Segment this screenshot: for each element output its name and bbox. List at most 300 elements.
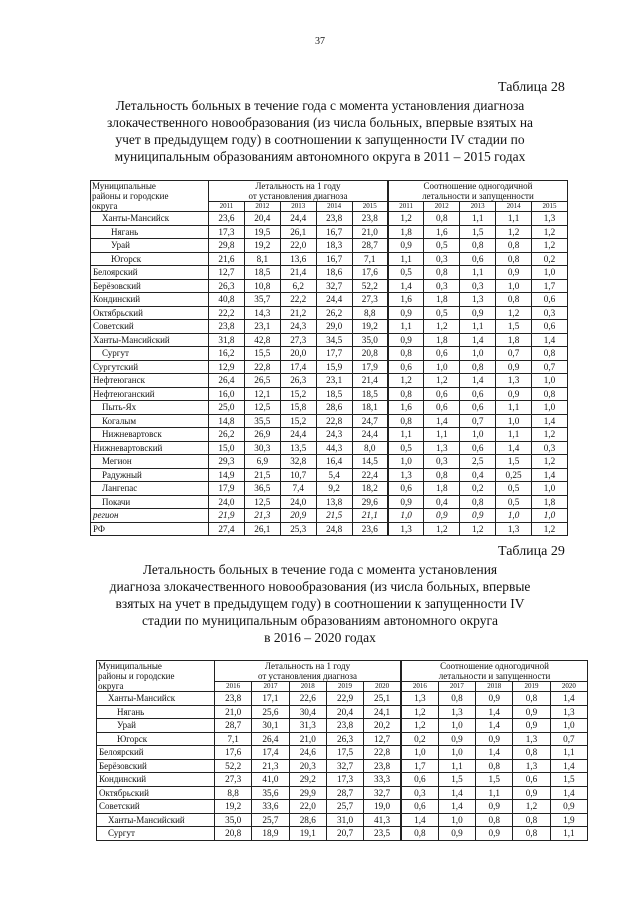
table-cell: 24,3 bbox=[280, 320, 316, 334]
row-name: Берёзовский bbox=[91, 279, 209, 293]
table-cell: 0,7 bbox=[532, 360, 568, 374]
table-cell: 41,3 bbox=[364, 813, 401, 827]
table-cell: 18,5 bbox=[316, 387, 352, 401]
table-cell: 22,0 bbox=[280, 239, 316, 253]
table-cell: 34,5 bbox=[316, 333, 352, 347]
table-cell: 1,1 bbox=[476, 786, 513, 800]
table-cell: 1,3 bbox=[513, 732, 550, 746]
table-cell: 1,1 bbox=[388, 428, 424, 442]
table-cell: 20,7 bbox=[326, 827, 363, 841]
table-cell: 1,4 bbox=[424, 414, 460, 428]
year-header: 2014 bbox=[316, 202, 352, 212]
table-cell: 22,8 bbox=[316, 414, 352, 428]
table-cell: 1,4 bbox=[438, 800, 475, 814]
table-cell: 21,1 bbox=[352, 509, 388, 523]
table-cell: 21,0 bbox=[289, 732, 326, 746]
group-header-line: летальности и запущенности bbox=[438, 671, 551, 681]
table29-title bbox=[70, 561, 570, 646]
table-cell: 29,6 bbox=[352, 495, 388, 509]
row-name: Нягань bbox=[97, 705, 215, 719]
row-name: Сургут bbox=[97, 827, 215, 841]
table-cell: 0,8 bbox=[496, 252, 532, 266]
table-cell: 28,6 bbox=[289, 813, 326, 827]
table-cell: 1,6 bbox=[388, 401, 424, 415]
table-cell: 23,8 bbox=[364, 759, 401, 773]
table-cell: 1,4 bbox=[388, 279, 424, 293]
table-cell: 0,6 bbox=[460, 441, 496, 455]
table-cell: 29,0 bbox=[316, 320, 352, 334]
table-cell: 21,4 bbox=[280, 266, 316, 280]
table-cell: 35,0 bbox=[352, 333, 388, 347]
table-row bbox=[91, 522, 568, 536]
year-header: 2012 bbox=[424, 202, 460, 212]
table-cell: 21,9 bbox=[209, 509, 245, 523]
table-cell: 0,7 bbox=[496, 347, 532, 361]
table-cell: 26,5 bbox=[244, 374, 280, 388]
row-name: Радужный bbox=[91, 468, 209, 482]
table-cell: 0,9 bbox=[496, 360, 532, 374]
table-cell: 0,3 bbox=[424, 455, 460, 469]
group-header-line: Соотношение одногодичной bbox=[423, 181, 533, 191]
table-cell: 0,8 bbox=[460, 239, 496, 253]
table-cell: 0,5 bbox=[424, 306, 460, 320]
col-header-line: округа bbox=[92, 201, 118, 211]
table-cell: 1,2 bbox=[532, 225, 568, 239]
table-cell: 1,1 bbox=[460, 266, 496, 280]
table-cell: 1,3 bbox=[424, 441, 460, 455]
table-cell: 20,9 bbox=[280, 509, 316, 523]
table-cell: 1,2 bbox=[424, 522, 460, 536]
table-cell: 0,6 bbox=[460, 252, 496, 266]
table-cell: 17,9 bbox=[209, 482, 245, 496]
table-cell: 15,0 bbox=[209, 441, 245, 455]
table-cell: 22,2 bbox=[280, 293, 316, 307]
table-cell: 0,8 bbox=[388, 387, 424, 401]
table-cell: 26,4 bbox=[209, 374, 245, 388]
table-cell: 1,3 bbox=[496, 522, 532, 536]
table-row bbox=[97, 732, 588, 746]
table-cell: 1,3 bbox=[550, 705, 587, 719]
table-cell: 1,0 bbox=[496, 509, 532, 523]
table-row bbox=[91, 455, 568, 469]
table-cell: 16,4 bbox=[316, 455, 352, 469]
table-cell: 7,1 bbox=[215, 732, 252, 746]
table-row bbox=[91, 306, 568, 320]
table-cell: 1,2 bbox=[401, 705, 438, 719]
table-cell: 19,2 bbox=[215, 800, 252, 814]
row-name: Нягань bbox=[91, 225, 209, 239]
table-cell: 29,2 bbox=[289, 773, 326, 787]
table-cell: 23,8 bbox=[326, 719, 363, 733]
table-cell: 1,1 bbox=[550, 746, 587, 760]
table-cell: 17,4 bbox=[252, 746, 289, 760]
table-cell: 24,4 bbox=[352, 428, 388, 442]
table-cell: 21,5 bbox=[316, 509, 352, 523]
year-header: 2016 bbox=[401, 682, 438, 692]
table-cell: 0,6 bbox=[424, 401, 460, 415]
table-cell: 1,5 bbox=[438, 773, 475, 787]
table-cell: 0,8 bbox=[424, 468, 460, 482]
year-header: 2011 bbox=[388, 202, 424, 212]
table-cell: 35,0 bbox=[215, 813, 252, 827]
table-cell: 24,6 bbox=[289, 746, 326, 760]
year-header: 2019 bbox=[326, 682, 363, 692]
row-name: Урай bbox=[91, 239, 209, 253]
table-cell: 18,6 bbox=[316, 266, 352, 280]
col-header-line: районы и городские bbox=[98, 671, 175, 681]
table-cell: 20,0 bbox=[280, 347, 316, 361]
table-cell: 1,2 bbox=[532, 428, 568, 442]
table-cell: 18,2 bbox=[352, 482, 388, 496]
table-row bbox=[91, 252, 568, 266]
table-cell: 17,1 bbox=[252, 692, 289, 706]
row-name: Ханты-Мансийск bbox=[97, 692, 215, 706]
table-cell: 1,4 bbox=[401, 813, 438, 827]
year-header: 2013 bbox=[280, 202, 316, 212]
table-cell: 33,6 bbox=[252, 800, 289, 814]
table-cell: 26,1 bbox=[280, 225, 316, 239]
table-cell: 29,9 bbox=[289, 786, 326, 800]
table-cell: 0,3 bbox=[401, 786, 438, 800]
table-cell: 52,2 bbox=[215, 759, 252, 773]
table-cell: 20,8 bbox=[352, 347, 388, 361]
table-cell: 1,3 bbox=[438, 705, 475, 719]
table-cell: 1,0 bbox=[532, 401, 568, 415]
table-cell: 21,6 bbox=[209, 252, 245, 266]
table-cell: 13,5 bbox=[280, 441, 316, 455]
table-cell: 24,4 bbox=[316, 293, 352, 307]
table-cell: 0,9 bbox=[460, 509, 496, 523]
row-name: Октябрьский bbox=[91, 306, 209, 320]
table-cell: 1,1 bbox=[496, 428, 532, 442]
table-cell: 0,6 bbox=[424, 387, 460, 401]
table-row bbox=[91, 279, 568, 293]
table-cell: 16,7 bbox=[316, 225, 352, 239]
table-cell: 2,5 bbox=[460, 455, 496, 469]
table28-title-line: муниципальным образованиям автономного округа в 2011 – 2015 годах bbox=[114, 149, 526, 164]
table-cell: 1,1 bbox=[460, 320, 496, 334]
table-cell: 0,9 bbox=[496, 387, 532, 401]
table-cell: 22,4 bbox=[352, 468, 388, 482]
table-cell: 1,4 bbox=[532, 333, 568, 347]
table-cell: 1,4 bbox=[532, 414, 568, 428]
table-cell: 22,0 bbox=[289, 800, 326, 814]
table-row bbox=[91, 414, 568, 428]
table-row bbox=[91, 387, 568, 401]
table-cell: 26,1 bbox=[244, 522, 280, 536]
row-name: Югорск bbox=[97, 732, 215, 746]
table-cell: 12,5 bbox=[244, 495, 280, 509]
table-cell: 24,4 bbox=[280, 428, 316, 442]
table29-title-line: Летальность больных в течение года с момента установления bbox=[142, 562, 498, 577]
row-name: Мегион bbox=[91, 455, 209, 469]
table-cell: 1,0 bbox=[388, 455, 424, 469]
group-header-line: от установления диагноза bbox=[248, 191, 348, 201]
row-name: Советский bbox=[91, 320, 209, 334]
table-cell: 0,6 bbox=[532, 293, 568, 307]
row-name: Кондинский bbox=[97, 773, 215, 787]
table-row bbox=[97, 759, 588, 773]
table-cell: 23,6 bbox=[352, 522, 388, 536]
year-header: 2020 bbox=[550, 682, 587, 692]
table-cell: 7,4 bbox=[280, 482, 316, 496]
table-cell: 1,4 bbox=[476, 746, 513, 760]
year-header: 2017 bbox=[438, 682, 475, 692]
table-cell: 17,5 bbox=[326, 746, 363, 760]
table-cell: 8,8 bbox=[352, 306, 388, 320]
table-cell: 0,5 bbox=[388, 441, 424, 455]
table29-title-line: диагноза злокачественного новообразования (из числа больных, впервые bbox=[109, 579, 531, 594]
table-cell: 25,1 bbox=[364, 692, 401, 706]
table-cell: 21,3 bbox=[244, 509, 280, 523]
table-cell: 14,9 bbox=[209, 468, 245, 482]
table-cell: 35,5 bbox=[244, 414, 280, 428]
table-cell: 1,4 bbox=[550, 759, 587, 773]
year-header: 2020 bbox=[364, 682, 401, 692]
table-cell: 1,2 bbox=[532, 239, 568, 253]
table-cell: 1,8 bbox=[532, 495, 568, 509]
table-cell: 26,3 bbox=[209, 279, 245, 293]
table-cell: 27,3 bbox=[215, 773, 252, 787]
table-cell: 1,2 bbox=[424, 320, 460, 334]
table-cell: 1,0 bbox=[532, 509, 568, 523]
table-cell: 0,9 bbox=[388, 333, 424, 347]
table-cell: 24,0 bbox=[209, 495, 245, 509]
row-name: Кондинский bbox=[91, 293, 209, 307]
table-cell: 19,2 bbox=[352, 320, 388, 334]
year-header: 2012 bbox=[244, 202, 280, 212]
table-cell: 24,7 bbox=[352, 414, 388, 428]
table-cell: 15,2 bbox=[280, 387, 316, 401]
table-cell: 26,2 bbox=[209, 428, 245, 442]
table-cell: 0,9 bbox=[496, 266, 532, 280]
table-cell: 0,9 bbox=[460, 306, 496, 320]
table-cell: 1,4 bbox=[476, 719, 513, 733]
table-row bbox=[91, 239, 568, 253]
table-cell: 15,8 bbox=[280, 401, 316, 415]
table-cell: 1,0 bbox=[424, 360, 460, 374]
table-cell: 1,2 bbox=[401, 719, 438, 733]
group-header-line: летальности и запущенности bbox=[422, 191, 534, 201]
table-cell: 23,6 bbox=[209, 212, 245, 226]
table-row bbox=[97, 773, 588, 787]
table29-title-line: стадии по муниципальным образованиям автономного округа bbox=[141, 613, 499, 628]
table-cell: 1,0 bbox=[438, 719, 475, 733]
table-cell: 35,6 bbox=[252, 786, 289, 800]
table-cell: 17,9 bbox=[352, 360, 388, 374]
table-cell: 41,0 bbox=[252, 773, 289, 787]
table-cell: 18,5 bbox=[244, 266, 280, 280]
table-cell: 1,3 bbox=[460, 293, 496, 307]
page-number: 37 bbox=[315, 36, 325, 47]
year-header: 2011 bbox=[209, 202, 245, 212]
table-row bbox=[97, 746, 588, 760]
col-header-line: Муниципальные bbox=[92, 181, 156, 191]
row-name: Сургутский bbox=[91, 360, 209, 374]
table-cell: 20,4 bbox=[326, 705, 363, 719]
group-header-ratio bbox=[401, 661, 588, 682]
table-cell: 1,5 bbox=[476, 773, 513, 787]
table-row bbox=[91, 495, 568, 509]
table-cell: 0,9 bbox=[476, 800, 513, 814]
group-header-line: Летальность на 1 году bbox=[264, 661, 351, 671]
table-cell: 20,3 bbox=[289, 759, 326, 773]
table28-title-line: Летальность больных в течение года с момента установления диагноза bbox=[115, 98, 525, 113]
table-cell: 23,8 bbox=[316, 212, 352, 226]
table-cell: 28,7 bbox=[215, 719, 252, 733]
table-cell: 26,3 bbox=[326, 732, 363, 746]
col-header-municipality bbox=[91, 181, 209, 212]
table-cell: 0,8 bbox=[424, 266, 460, 280]
row-name: Ханты-Мансийск bbox=[91, 212, 209, 226]
table-cell: 0,6 bbox=[388, 482, 424, 496]
table-cell: 9,2 bbox=[316, 482, 352, 496]
table-cell: 0,25 bbox=[496, 468, 532, 482]
table29-title-line: в 2016 – 2020 годах bbox=[264, 630, 376, 645]
table-cell: 0,6 bbox=[460, 387, 496, 401]
table-cell: 1,0 bbox=[438, 746, 475, 760]
table-cell: 21,0 bbox=[352, 225, 388, 239]
table-cell: 1,9 bbox=[550, 813, 587, 827]
table-cell: 1,0 bbox=[496, 414, 532, 428]
table-cell: 28,6 bbox=[316, 401, 352, 415]
table-cell: 0,2 bbox=[532, 252, 568, 266]
table-row bbox=[97, 786, 588, 800]
table-cell: 1,3 bbox=[513, 759, 550, 773]
table-cell: 0,9 bbox=[476, 692, 513, 706]
table-cell: 26,3 bbox=[280, 374, 316, 388]
table-cell: 26,2 bbox=[316, 306, 352, 320]
table-row bbox=[91, 360, 568, 374]
table-cell: 6,2 bbox=[280, 279, 316, 293]
table-cell: 17,6 bbox=[215, 746, 252, 760]
table-cell: 0,9 bbox=[513, 705, 550, 719]
group-header-mortality bbox=[209, 181, 388, 202]
table-cell: 0,8 bbox=[388, 414, 424, 428]
table-cell: 1,5 bbox=[460, 225, 496, 239]
row-name: Югорск bbox=[91, 252, 209, 266]
table-cell: 0,8 bbox=[532, 347, 568, 361]
row-name: Берёзовский bbox=[97, 759, 215, 773]
table-cell: 10,7 bbox=[280, 468, 316, 482]
table28-title-line: учет в предыдущем году) в соотношении к запущенности IV стадии по bbox=[115, 132, 525, 147]
table-cell: 21,4 bbox=[352, 374, 388, 388]
table-cell: 21,2 bbox=[280, 306, 316, 320]
table-cell: 0,5 bbox=[388, 266, 424, 280]
col-header-line: районы и городские bbox=[92, 191, 169, 201]
table-cell: 6,9 bbox=[244, 455, 280, 469]
row-name: Покачи bbox=[91, 495, 209, 509]
table-row bbox=[91, 333, 568, 347]
table-cell: 24,0 bbox=[280, 495, 316, 509]
table-cell: 15,5 bbox=[244, 347, 280, 361]
table-cell: 33,3 bbox=[364, 773, 401, 787]
year-header: 2014 bbox=[496, 202, 532, 212]
table-row bbox=[91, 468, 568, 482]
table-cell: 0,6 bbox=[401, 800, 438, 814]
table-cell: 1,5 bbox=[496, 320, 532, 334]
table-cell: 1,1 bbox=[550, 827, 587, 841]
table-cell: 0,8 bbox=[513, 692, 550, 706]
table-row bbox=[91, 441, 568, 455]
table-cell: 1,5 bbox=[550, 773, 587, 787]
year-header: 2018 bbox=[289, 682, 326, 692]
table-cell: 22,2 bbox=[209, 306, 245, 320]
table-cell: 15,9 bbox=[316, 360, 352, 374]
table-cell: 1,6 bbox=[388, 293, 424, 307]
table-cell: 1,2 bbox=[532, 455, 568, 469]
table-cell: 12,9 bbox=[209, 360, 245, 374]
row-name: Ханты-Мансийский bbox=[97, 813, 215, 827]
table-cell: 1,1 bbox=[496, 212, 532, 226]
table-cell: 30,4 bbox=[289, 705, 326, 719]
table-cell: 19,5 bbox=[244, 225, 280, 239]
row-name: Лангепас bbox=[91, 482, 209, 496]
table-cell: 1,0 bbox=[550, 719, 587, 733]
table-cell: 1,3 bbox=[388, 468, 424, 482]
table-cell: 0,8 bbox=[388, 347, 424, 361]
table-cell: 35,7 bbox=[244, 293, 280, 307]
table-cell: 0,9 bbox=[388, 306, 424, 320]
table-cell: 14,5 bbox=[352, 455, 388, 469]
table-cell: 0,3 bbox=[424, 252, 460, 266]
table-cell: 23,1 bbox=[316, 374, 352, 388]
table-cell: 0,6 bbox=[460, 401, 496, 415]
table-cell: 25,6 bbox=[252, 705, 289, 719]
table-cell: 32,7 bbox=[316, 279, 352, 293]
table-cell: 12,7 bbox=[209, 266, 245, 280]
table-cell: 1,4 bbox=[550, 692, 587, 706]
row-name: Нижневартовский bbox=[91, 441, 209, 455]
table-cell: 22,8 bbox=[364, 746, 401, 760]
table-cell: 1,2 bbox=[496, 225, 532, 239]
table-cell: 0,9 bbox=[513, 786, 550, 800]
table-cell: 0,3 bbox=[424, 279, 460, 293]
table-cell: 0,8 bbox=[460, 495, 496, 509]
table-row bbox=[97, 800, 588, 814]
table-cell: 0,2 bbox=[401, 732, 438, 746]
table-cell: 0,8 bbox=[460, 360, 496, 374]
row-name: Нижневартовск bbox=[91, 428, 209, 442]
table-cell: 20,2 bbox=[364, 719, 401, 733]
row-name: РФ bbox=[91, 522, 209, 536]
table-cell: 22,8 bbox=[244, 360, 280, 374]
table-cell: 28,7 bbox=[326, 786, 363, 800]
table-cell: 0,9 bbox=[438, 732, 475, 746]
table-cell: 25,7 bbox=[326, 800, 363, 814]
table-cell: 18,5 bbox=[352, 387, 388, 401]
table-cell: 29,3 bbox=[209, 455, 245, 469]
table-cell: 19,0 bbox=[364, 800, 401, 814]
group-header-line: Соотношение одногодичной bbox=[440, 661, 549, 671]
table-cell: 32,8 bbox=[280, 455, 316, 469]
table-cell: 32,7 bbox=[364, 786, 401, 800]
table-cell: 8,0 bbox=[352, 441, 388, 455]
table-cell: 13,6 bbox=[280, 252, 316, 266]
table28-title-line: злокачественного новообразования (из числа больных, впервые взятых на bbox=[106, 115, 534, 130]
table-cell: 1,4 bbox=[532, 468, 568, 482]
table-cell: 7,1 bbox=[352, 252, 388, 266]
table-cell: 27,3 bbox=[280, 333, 316, 347]
table-cell: 0,6 bbox=[532, 320, 568, 334]
table-cell: 1,2 bbox=[424, 374, 460, 388]
table-cell: 1,4 bbox=[496, 441, 532, 455]
table29-title-line: взятых на учет в предыдущем году) в соотношении к запущенности IV bbox=[115, 596, 525, 611]
table-cell: 1,4 bbox=[438, 786, 475, 800]
row-name: Октябрьский bbox=[97, 786, 215, 800]
table-cell: 8,1 bbox=[244, 252, 280, 266]
table-cell: 27,4 bbox=[209, 522, 245, 536]
